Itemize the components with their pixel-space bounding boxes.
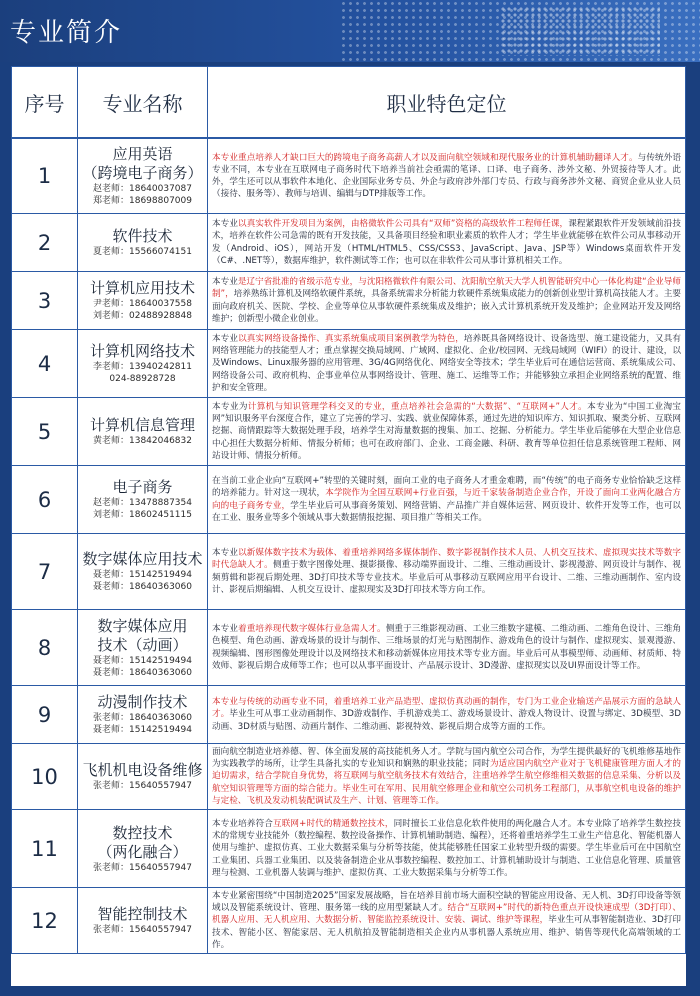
highlighted-description: 计算机与知识管理学科交叉的专业，重点培养社会急需的“大数据”、“互联网+”人才。	[247, 401, 588, 412]
column-header-name: 专业名称	[78, 66, 208, 138]
contact-phone: 赵老师：13478887354	[93, 498, 192, 508]
row-number: 1	[11, 138, 78, 214]
description-text: 课程紧跟软件开发领域前沿技术，培养在软件公司急需的既有开发技能，又具备项目经验和职业素质的软件人才；学生毕业就能够在软件公司从事移动开发（Android、iOS），网站开发（HTML/HTML5、CSS/CSS3、JavaScript、Java、JSP等）Windows桌面软件开发（C#、.NET等），数据库维护，软件测试等工作；也可以在非软件公司从事计算机相关工作。	[212, 219, 681, 266]
career-description	[208, 138, 686, 214]
program-name-cell	[78, 330, 208, 398]
contact-phone: 黄老师：13842046832	[93, 436, 192, 446]
page-header	[0, 0, 700, 62]
program-name: 数字媒体应用	[97, 616, 188, 635]
program-table-frame	[11, 66, 686, 986]
description-text: 本专业为“中国工业淘宝网”知识服务平台深度合作，建立了完善的学习、实践、就业保障体系，通过先进的知识库方、知识抓取、聚类分析、互联网挖掘、商情跟踪等大数据处理手段，培养学生对海量数据的搜集、加工、挖掘、分析能力。学生毕业后能够在大型企业信息中心担任大数据分析师、情报分析师；也可在政府部门、企业、工商金融、科研、教育等单位担任信息系统管理工程师、网站设计师、情报分析师。	[212, 401, 681, 461]
description-text: 毕业生可从事智能制造业、3D打印技术、智能小区、智能家居、无人机航拍及智能制造相关企业内从事机器人系统应用、维护、销售等现代化高端领域的工作。	[212, 915, 681, 950]
description-text: 在当前工业企业向“互联网+”转型的关键时刻，面向工业的电子商务人才重金难聘，而“传统”的电子商务专业恰恰缺乏这样的培养能力。针对这一现状，	[212, 476, 681, 499]
column-header-no: 序号	[11, 66, 78, 138]
description-text: 同时擅长工业信息化软件使用的两化融合人才。本专业除了培养学生数控技术的常规专业技能外（数控编程、数控设备操作、计算机辅助制造、编程），还将着重培养学生工业生产信息化、智能机器人使用与维护、虚拟仿真、工业大数据采集与分析等技能，使其能够胜任国家工业转型升级的需要。学生毕业后可在中国航空工业集团、兵器工业集团、以及装备制造企业从事数控编程、数控加工、计算机辅助设计与制造、工业信息化管理、质量管理与检测、工业机器人装调与维护、虚拟仿真、工业大数据采集与分析等工作。	[212, 819, 681, 878]
program-name-cell	[78, 272, 208, 330]
career-description	[208, 810, 686, 888]
program-name: 数控技术	[112, 823, 173, 842]
table-row	[11, 686, 686, 744]
highlighted-description: 着重培养现代数字媒体行业急需人才。	[238, 624, 386, 635]
contact-phone: 张老师：15640557947	[93, 781, 192, 791]
description-text: 本专业	[212, 548, 239, 559]
table-row	[11, 810, 686, 888]
contact-phone: 夏老师：15566074151	[93, 247, 192, 257]
highlighted-description: 以真实软件开发项目为案例，由格微软件公司具有“双师”资格的高级软件工程师任课，	[238, 219, 569, 230]
description-text: 侧重于三维影视动画、工业三维数字建模、二维动画、二维角色设计、三维角色模型、角色动画、游戏场景的设计与制作、三维场景的灯光与贴图制作、游戏角色的设计与制作、虚拟现实、景观漫游、视频编辑、图形图像处理设计以及网络技术和移动新媒体应用技术等专业方面。毕业后可从事模型师、动画师、材质师、特效师、影视后期合成师等工作；也可以从事平面设计、产品展示设计、3D漫游、虚拟现实以及UI界面设计等工作。	[212, 624, 681, 671]
row-number: 11	[11, 810, 78, 888]
program-name: 技术（动画）	[97, 635, 188, 654]
program-name-cell	[78, 398, 208, 466]
highlighted-description: 本专业重点培养人才缺口巨大的跨境电子商务高薪人才以及面向航空领域和现代服务业的计算机辅助翻译人才。	[212, 152, 638, 163]
row-number: 8	[11, 610, 78, 686]
contact-phone: 李老师：13940242811	[93, 362, 192, 372]
contact-phone: 聂老师：18640363060	[93, 582, 192, 592]
career-description	[208, 888, 686, 954]
contact-phone: 024-88928728	[109, 374, 176, 384]
career-description	[208, 214, 686, 272]
description-text: 本专业	[212, 219, 239, 230]
description-text: 本专业紧密围绕“中国制造2025”国家发展战略，旨在培养目前市场大面积空缺的智能应用设备、无人机、3D打印设备等领域以及智能系统设计、管理、服务第一线的应用型紧缺人才。	[212, 891, 681, 914]
row-number: 10	[11, 744, 78, 810]
description-text: 本专业培养符合	[212, 819, 273, 829]
program-name: 计算机应用技术	[89, 279, 195, 297]
highlighted-description: 本学院作为全国互联网+行业百强，与近千家装备制造企业合作，开设了面向工业两化融合方向的电子商务专业，	[212, 488, 681, 511]
table-row	[11, 330, 686, 398]
program-table	[11, 66, 686, 954]
row-number: 7	[11, 534, 78, 610]
career-description	[208, 272, 686, 330]
contact-phone: 刘老师：18602451115	[93, 510, 192, 520]
highlighted-description: 是辽宁省批准的省级示范专业，与沈阳格微软件有限公司、沈阳航空航天大学人机智能研究中心一体化构建“企业导师制”，	[212, 277, 681, 300]
program-name: 软件技术	[112, 227, 173, 245]
program-name-cell	[78, 214, 208, 272]
program-name: 计算机网络技术	[89, 342, 195, 360]
description-text: 本专业	[212, 624, 239, 635]
description-text: 本专业	[212, 277, 238, 288]
contact-phone: 尹老师：18640037558	[93, 299, 192, 309]
program-name: 动漫制作技术	[97, 693, 188, 711]
row-number: 12	[11, 888, 78, 954]
table-row	[11, 888, 686, 954]
contact-phone: 张老师：18640363060	[93, 713, 192, 723]
column-header-desc: 职业特色定位	[208, 66, 686, 138]
highlighted-description: 本专业与传统的动画专业不同，着重培养工业产品造型、虚拟仿真动画的制作，专门为工业企业输送产品展示方面的急缺人才。	[212, 697, 681, 720]
career-description	[208, 466, 686, 534]
table-row	[11, 398, 686, 466]
program-name: 计算机信息管理	[89, 416, 195, 434]
program-name-cell	[78, 888, 208, 954]
row-number: 5	[11, 398, 78, 466]
program-name: 电子商务	[112, 478, 173, 496]
program-name: 智能控制技术	[97, 905, 188, 924]
table-row	[11, 272, 686, 330]
program-name-cell	[78, 610, 208, 686]
table-row	[11, 214, 686, 272]
row-number: 6	[11, 466, 78, 534]
decorative-dot-pattern-bright	[500, 6, 660, 56]
contact-phone: 郑老师：18698807009	[93, 196, 192, 206]
highlighted-description: 以新媒体数字技术为载体、着重培养网络多媒体制作、数字影视制作技术人员、人机交互技术、虚拟现实技术等数字时代急缺人才。	[212, 548, 681, 571]
description-text: 培养熟练计算机及网络软硬件系统，具备系统需求分析能力软硬件系统集成能力的创新创业型计算机高技能人才。主要面向政府机关、医院、学校、企业等单位从事软硬件系统集成及维护；嵌入式计算机系统开发及维护；企业网站开发及网络维护；创新型小微企业创业。	[212, 289, 681, 324]
description-text: 毕业生可从事工业动画制作、3D游戏制作、手机游戏美工、游戏场景设计、游戏人物设计、设置与绑定、3D模型、3D动画、3D材质与贴图、动画片制作、二维动画、影视特效、影视后期合成等方面的工作。	[212, 709, 681, 732]
program-name: 飞机机电设备维修	[82, 761, 203, 779]
table-row	[11, 744, 686, 810]
description-text: 培养既具备网络设计、设备选型、施工建设能力，又具有网络管理能力的技能型人才；重点掌握交换局域网、广域网、虚拟化、企业/校园网、无线局域网（WIFI）的设计、建设，以及Windows、Linux服务器的应用管理、3G/4G网络优化、网络安全等技术；学生毕业后可在通信运营商、系统集成公司、网络设备公司、政府机构、企事业单位从事网络设计、管理、施工、运维等工作；并能够独立承担企业网络系统的配置、维护和安全管理。	[212, 333, 681, 393]
row-number: 4	[11, 330, 78, 398]
table-row	[11, 466, 686, 534]
program-name: （跨境电子商务）	[82, 164, 203, 182]
career-description	[208, 330, 686, 398]
program-name: 应用英语	[112, 145, 173, 163]
description-text: 与传统外语专业不同，本专业在互联网电子商务时代下培养当前社会亟需的笔译、口译、电子商务、涉外文秘、外贸接待等人才。此外，学生还可以从事软件本地化、企业国际业务专员、外企与政府涉外部门专员、行政与商务涉外文秘、商贸企业从业人员（接待、服务等）、教师与培训、编辑与DTP排版等工作。	[212, 152, 681, 200]
contact-phone: 聂老师：15142519494	[93, 725, 192, 735]
table-header-row	[11, 66, 686, 138]
table-row	[11, 534, 686, 610]
description-text: 本专业为	[212, 401, 248, 412]
page-title: 专业简介	[10, 18, 123, 48]
program-name-cell	[78, 810, 208, 888]
contact-phone: 聂老师：15142519494	[93, 570, 192, 580]
description-text: 面向航空制造业培养德、智、体全面发展的高技能机务人才。学院与国内航空公司合作，为学生提供最好的飞机维修基地作为实践教学的场所，让学生具备扎实的专业知识和娴熟的职业技能；同时	[212, 747, 681, 770]
highlighted-description: 结合“互联网+”时代的新特色重点开设快速成型（3D打印）、机器人应用、无人机应用、大数据分析、智能监控系统设计、安装、调试、维护等课程，	[212, 903, 681, 926]
program-name-cell	[78, 534, 208, 610]
contact-phone: 张老师：15640557947	[93, 862, 192, 873]
table-row	[11, 138, 686, 214]
career-description	[208, 744, 686, 810]
contact-phone: 刘老师：02488928848	[93, 311, 192, 321]
description-text: 侧重于数字图像处理、摄影摄像、移动端界面设计、二维、三维动画设计、影视漫游、网页设计与制作、视频剪辑和影视后期处理、3D打印技术等专业技术。毕业后可从事移动互联网应用平台设计、二维、三维动画制作、室内设计、影视后期编辑、人机交互设计、虚拟现实及3D打印技术等方向工作。	[212, 560, 681, 595]
contact-phone: 赵老师：18640037087	[93, 184, 192, 194]
row-number: 9	[11, 686, 78, 744]
description-text: 本专业	[212, 333, 239, 344]
program-name-cell	[78, 138, 208, 214]
contact-phone: 聂老师：15142519494	[93, 655, 192, 666]
table-row	[11, 610, 686, 686]
highlighted-description: 为适应国内航空产业对于飞机健康管理方面人才的迫切需求，结合学院自身优势，将互联网与航空航务技术有效结合，注重培养学生航空修维相关数据的信息采集、分析以及航空知识管理等方面的综合能力。毕业生可在军用、民用航空修理企业和航空公司机务工程部门，从事航空机电设备的维护与定检、飞机及发动机装配调试及生产、计划、管理等工作。	[212, 759, 681, 806]
career-description	[208, 686, 686, 744]
highlighted-description: 以真实网络设备操作、真实系统集成项目案例教学为特色，	[238, 333, 464, 344]
program-name: （两化融合）	[97, 842, 188, 861]
program-name: 数字媒体应用技术	[82, 550, 203, 568]
program-name-cell	[78, 744, 208, 810]
contact-phone: 张老师：15640557947	[93, 925, 192, 936]
program-name-cell	[78, 466, 208, 534]
career-description	[208, 398, 686, 466]
contact-phone: 聂老师：18640363060	[93, 667, 192, 678]
career-description	[208, 534, 686, 610]
highlighted-description: 互联网+时代的精通数控技术，	[273, 819, 394, 829]
row-number: 2	[11, 214, 78, 272]
program-name-cell	[78, 686, 208, 744]
row-number: 3	[11, 272, 78, 330]
career-description	[208, 610, 686, 686]
description-text: 学生毕业后可从事商务策划、网络营销、产品推广并自媒体运营、网页设计、软件开发等工作，也可以在工业、服务业等多个领域从事大数据情报挖掘、项目推广等相关工作。	[212, 500, 681, 523]
